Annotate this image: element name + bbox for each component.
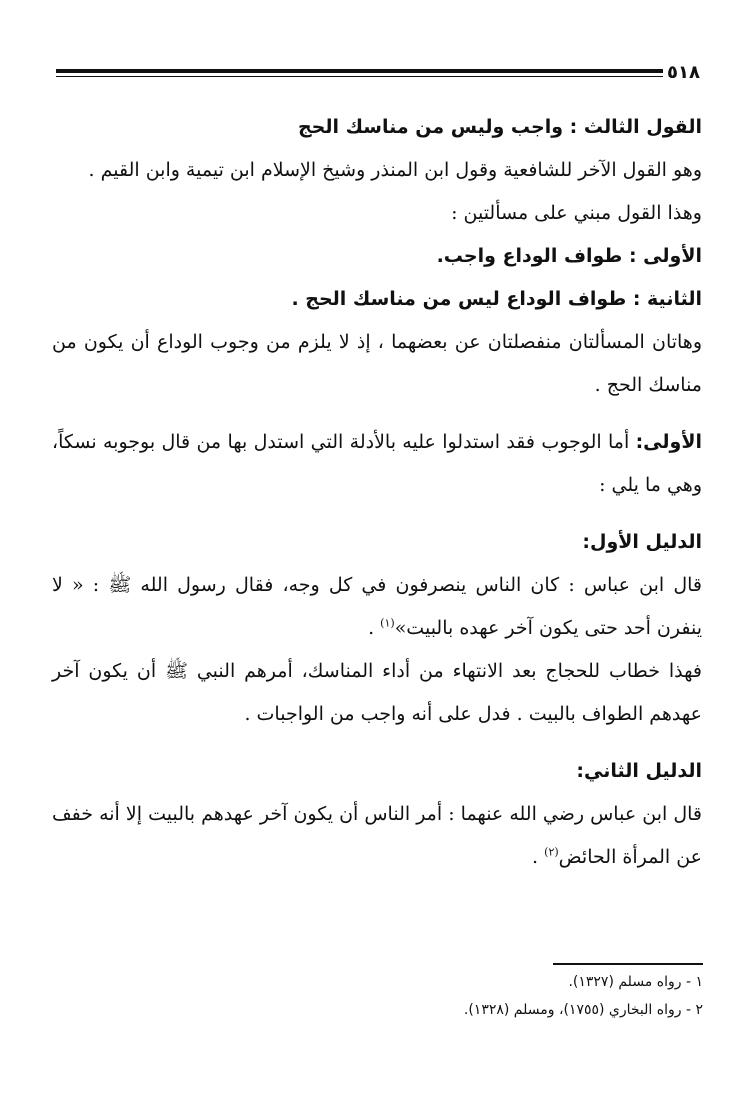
evidence-1-text: قال ابن عباس : كان الناس ينصرفون في كل وجه، فقال رسول الله ﷺ : « لا ينفرن أحد حتى يكون آخر عهده بالبيت»: [52, 574, 702, 639]
paragraph: [52, 564, 702, 650]
first-label: الأولى:: [635, 431, 702, 453]
footnote-ref-2[interactable]: (٢): [544, 845, 559, 859]
footnote-1: ١ - رواه مسلم (١٣٢٧).: [568, 974, 703, 990]
evidence-2-text: قال ابن عباس رضي الله عنهما : أمر الناس أن يكون آخر عهدهم بالبيت إلا أنه خفف عن المرأة الحائض: [52, 803, 702, 868]
paragraph: فهذا خطاب للحجاج بعد الانتهاء من أداء المناسك، أمرهم النبي ﷺ أن يكون آخر عهدهم الطواف بالبيت . فدل على أنه واجب من الواجبات .: [52, 660, 702, 725]
page-header: [56, 62, 700, 84]
evidence-heading-2: الدليل الثاني:: [576, 760, 702, 782]
issue-heading-second: الثانية : طواف الوداع ليس من مناسك الحج .: [291, 288, 702, 310]
paragraph: [52, 793, 702, 879]
evidence-1-end: .: [368, 617, 381, 639]
footnote-ref-1[interactable]: (١): [380, 616, 395, 630]
paragraph: وهو القول الآخر للشافعية وقول ابن المنذر وشيخ الإسلام ابن تيمية وابن القيم .: [88, 159, 702, 181]
paragraph: وهذا القول مبني على مسألتين :: [451, 202, 702, 224]
issue-heading-first: الأولى : طواف الوداع واجب.: [436, 245, 702, 267]
paragraph: [52, 421, 702, 507]
paragraph: وهاتان المسألتان منفصلتان عن بعضهما ، إذ لا يلزم من وجوب الوداع أن يكون من مناسك الحج .: [52, 331, 702, 396]
page-body: [52, 106, 702, 879]
footnote-divider: [553, 963, 703, 965]
page-number: ٥١٨: [667, 62, 700, 83]
section-heading: القول الثالث : واجب وليس من مناسك الحج: [297, 116, 702, 138]
header-rule: [56, 69, 663, 78]
evidence-heading-1: الدليل الأول:: [582, 531, 702, 553]
first-text: أما الوجوب فقد استدلوا عليه بالأدلة التي استدل بها من قال بوجوبه نسكاً، وهي ما يلي :: [52, 431, 702, 496]
footnotes: [53, 968, 703, 1024]
footnote-2: ٢ - رواه البخاري (١٧٥٥)، ومسلم (١٣٢٨).: [463, 1002, 703, 1018]
evidence-2-end: .: [532, 846, 545, 868]
